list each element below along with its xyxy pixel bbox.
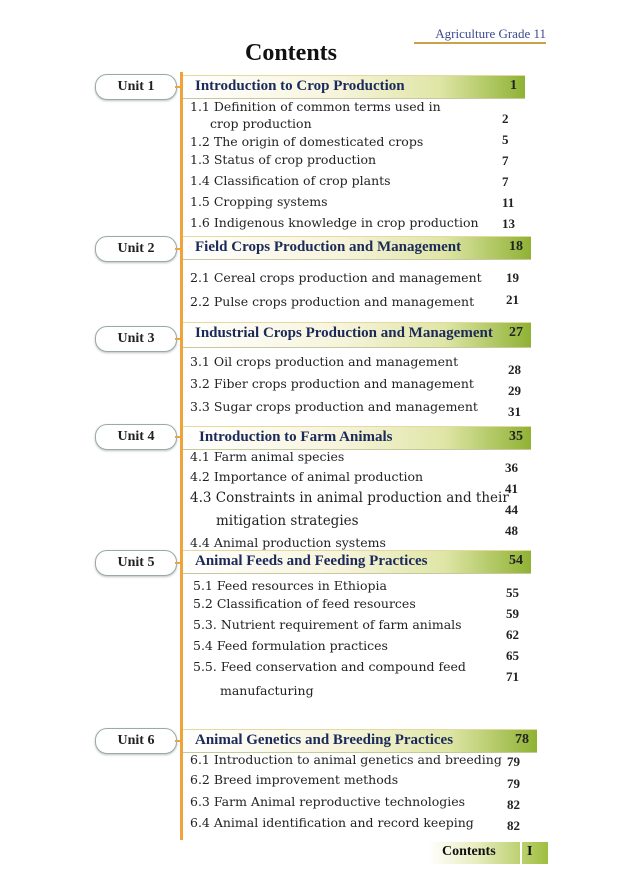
page-number: 82 (507, 797, 520, 812)
unit-connector-4 (175, 436, 183, 438)
toc-entry[interactable]: mitigation strategies (216, 513, 359, 529)
page-number: 65 (506, 648, 519, 663)
toc-entry[interactable]: 6.2 Breed improvement methods (190, 772, 399, 787)
unit-connector-1 (175, 86, 183, 88)
unit-title-1: Introduction to Crop Production (195, 78, 405, 94)
footer-label: Contents (442, 844, 496, 859)
page-title: Contents (245, 40, 338, 66)
toc-entry[interactable]: 1.3 Status of crop production (190, 152, 377, 167)
toc-entry[interactable]: 1.6 Indigenous knowledge in crop production (190, 215, 479, 230)
toc-entry[interactable]: 5.5. Feed conservation and compound feed (193, 659, 466, 674)
page-number: 11 (502, 195, 515, 210)
unit-page-5: 54 (509, 553, 523, 568)
toc-entry[interactable]: 4.2 Importance of animal production (190, 469, 424, 484)
toc-entry[interactable]: manufacturing (220, 683, 314, 698)
toc-entry[interactable]: 4.3 Constraints in animal production and their (190, 490, 509, 506)
unit-connector-5 (175, 562, 183, 564)
unit-connector-3 (175, 338, 183, 340)
unit-title-5: Animal Feeds and Feeding Practices (195, 553, 428, 569)
page-number: 21 (506, 292, 519, 307)
unit-band-6[interactable] (183, 729, 537, 753)
page-number: 2 (502, 111, 509, 126)
page-number: 79 (507, 776, 520, 791)
unit-label-6: Unit 6 (95, 728, 177, 754)
unit-band-2[interactable] (183, 236, 531, 260)
toc-entry[interactable]: 3.2 Fiber crops production and management (190, 376, 474, 391)
unit-title-3: Industrial Crops Production and Management (195, 325, 493, 341)
footer-page-number: I (527, 844, 533, 859)
toc-entry[interactable]: 4.1 Farm animal species (190, 449, 345, 464)
page-number: 79 (507, 754, 520, 769)
vertical-rule (180, 72, 183, 840)
toc-entry[interactable]: 3.3 Sugar crops production and management (190, 399, 478, 414)
unit-label-2: Unit 2 (95, 236, 177, 262)
header-underline (414, 42, 546, 44)
unit-title-2: Field Crops Production and Management (195, 239, 462, 255)
unit-page-3: 27 (509, 325, 523, 340)
page-number: 82 (507, 818, 520, 833)
unit-label-4: Unit 4 (95, 424, 177, 450)
page-number: 19 (506, 270, 519, 285)
page-number: 62 (506, 627, 519, 642)
page-number: 5 (502, 132, 509, 147)
toc-entry[interactable]: crop production (210, 116, 312, 131)
unit-label-3: Unit 3 (95, 326, 177, 352)
toc-entry[interactable]: 6.1 Introduction to animal genetics and breeding (190, 752, 502, 767)
page-number: 7 (502, 174, 509, 189)
unit-band-4[interactable] (183, 426, 531, 450)
page-number: 36 (505, 460, 518, 475)
unit-title-4: Introduction to Farm Animals (199, 429, 393, 445)
toc-entry[interactable]: 3.1 Oil crops production and management (190, 354, 459, 369)
header-book-title: Agriculture Grade 11 (435, 26, 546, 41)
unit-connector-6 (175, 740, 183, 742)
unit-label-5: Unit 5 (95, 550, 177, 576)
toc-entry[interactable]: 5.3. Nutrient requirement of farm animals (193, 617, 462, 632)
toc-entry[interactable]: 2.2 Pulse crops production and management (190, 294, 475, 309)
page-number: 44 (505, 502, 518, 517)
unit-title-6: Animal Genetics and Breeding Practices (195, 732, 454, 748)
page-number: 71 (506, 669, 519, 684)
page-number: 28 (508, 362, 521, 377)
page-number: 31 (508, 404, 521, 419)
toc-entry[interactable]: 1.1 Definition of common terms used in (190, 99, 441, 114)
page-number: 41 (505, 481, 518, 496)
unit-band-3[interactable] (183, 322, 531, 348)
toc-entry[interactable]: 5.2 Classification of feed resources (193, 596, 416, 611)
toc-entry[interactable]: 1.5 Cropping systems (190, 194, 328, 209)
toc-entry[interactable]: 4.4 Animal production systems (190, 535, 386, 550)
page-number: 48 (505, 523, 518, 538)
page-number: 13 (502, 216, 515, 231)
unit-connector-2 (175, 248, 183, 250)
toc-entry[interactable]: 5.4 Feed formulation practices (193, 638, 388, 653)
toc-entry[interactable]: 1.2 The origin of domesticated crops (190, 134, 424, 149)
toc-entry[interactable]: 6.3 Farm Animal reproductive technologies (190, 794, 466, 809)
toc-entry[interactable]: 1.4 Classification of crop plants (190, 173, 391, 188)
toc-entry[interactable]: 6.4 Animal identification and record keeping (190, 815, 474, 830)
unit-band-1[interactable] (183, 75, 525, 99)
unit-band-5[interactable] (183, 550, 531, 574)
unit-label-1: Unit 1 (95, 74, 177, 100)
unit-page-2: 18 (509, 239, 523, 254)
unit-page-6: 78 (515, 732, 529, 747)
page-number: 29 (508, 383, 521, 398)
toc-entry[interactable]: 2.1 Cereal crops production and management (190, 270, 482, 285)
page-number: 55 (506, 585, 519, 600)
footer-separator (520, 842, 522, 864)
unit-page-1: 1 (510, 78, 517, 93)
page-number: 7 (502, 153, 509, 168)
toc-entry[interactable]: 5.1 Feed resources in Ethiopia (193, 578, 387, 593)
page-number: 59 (506, 606, 519, 621)
unit-page-4: 35 (509, 429, 523, 444)
